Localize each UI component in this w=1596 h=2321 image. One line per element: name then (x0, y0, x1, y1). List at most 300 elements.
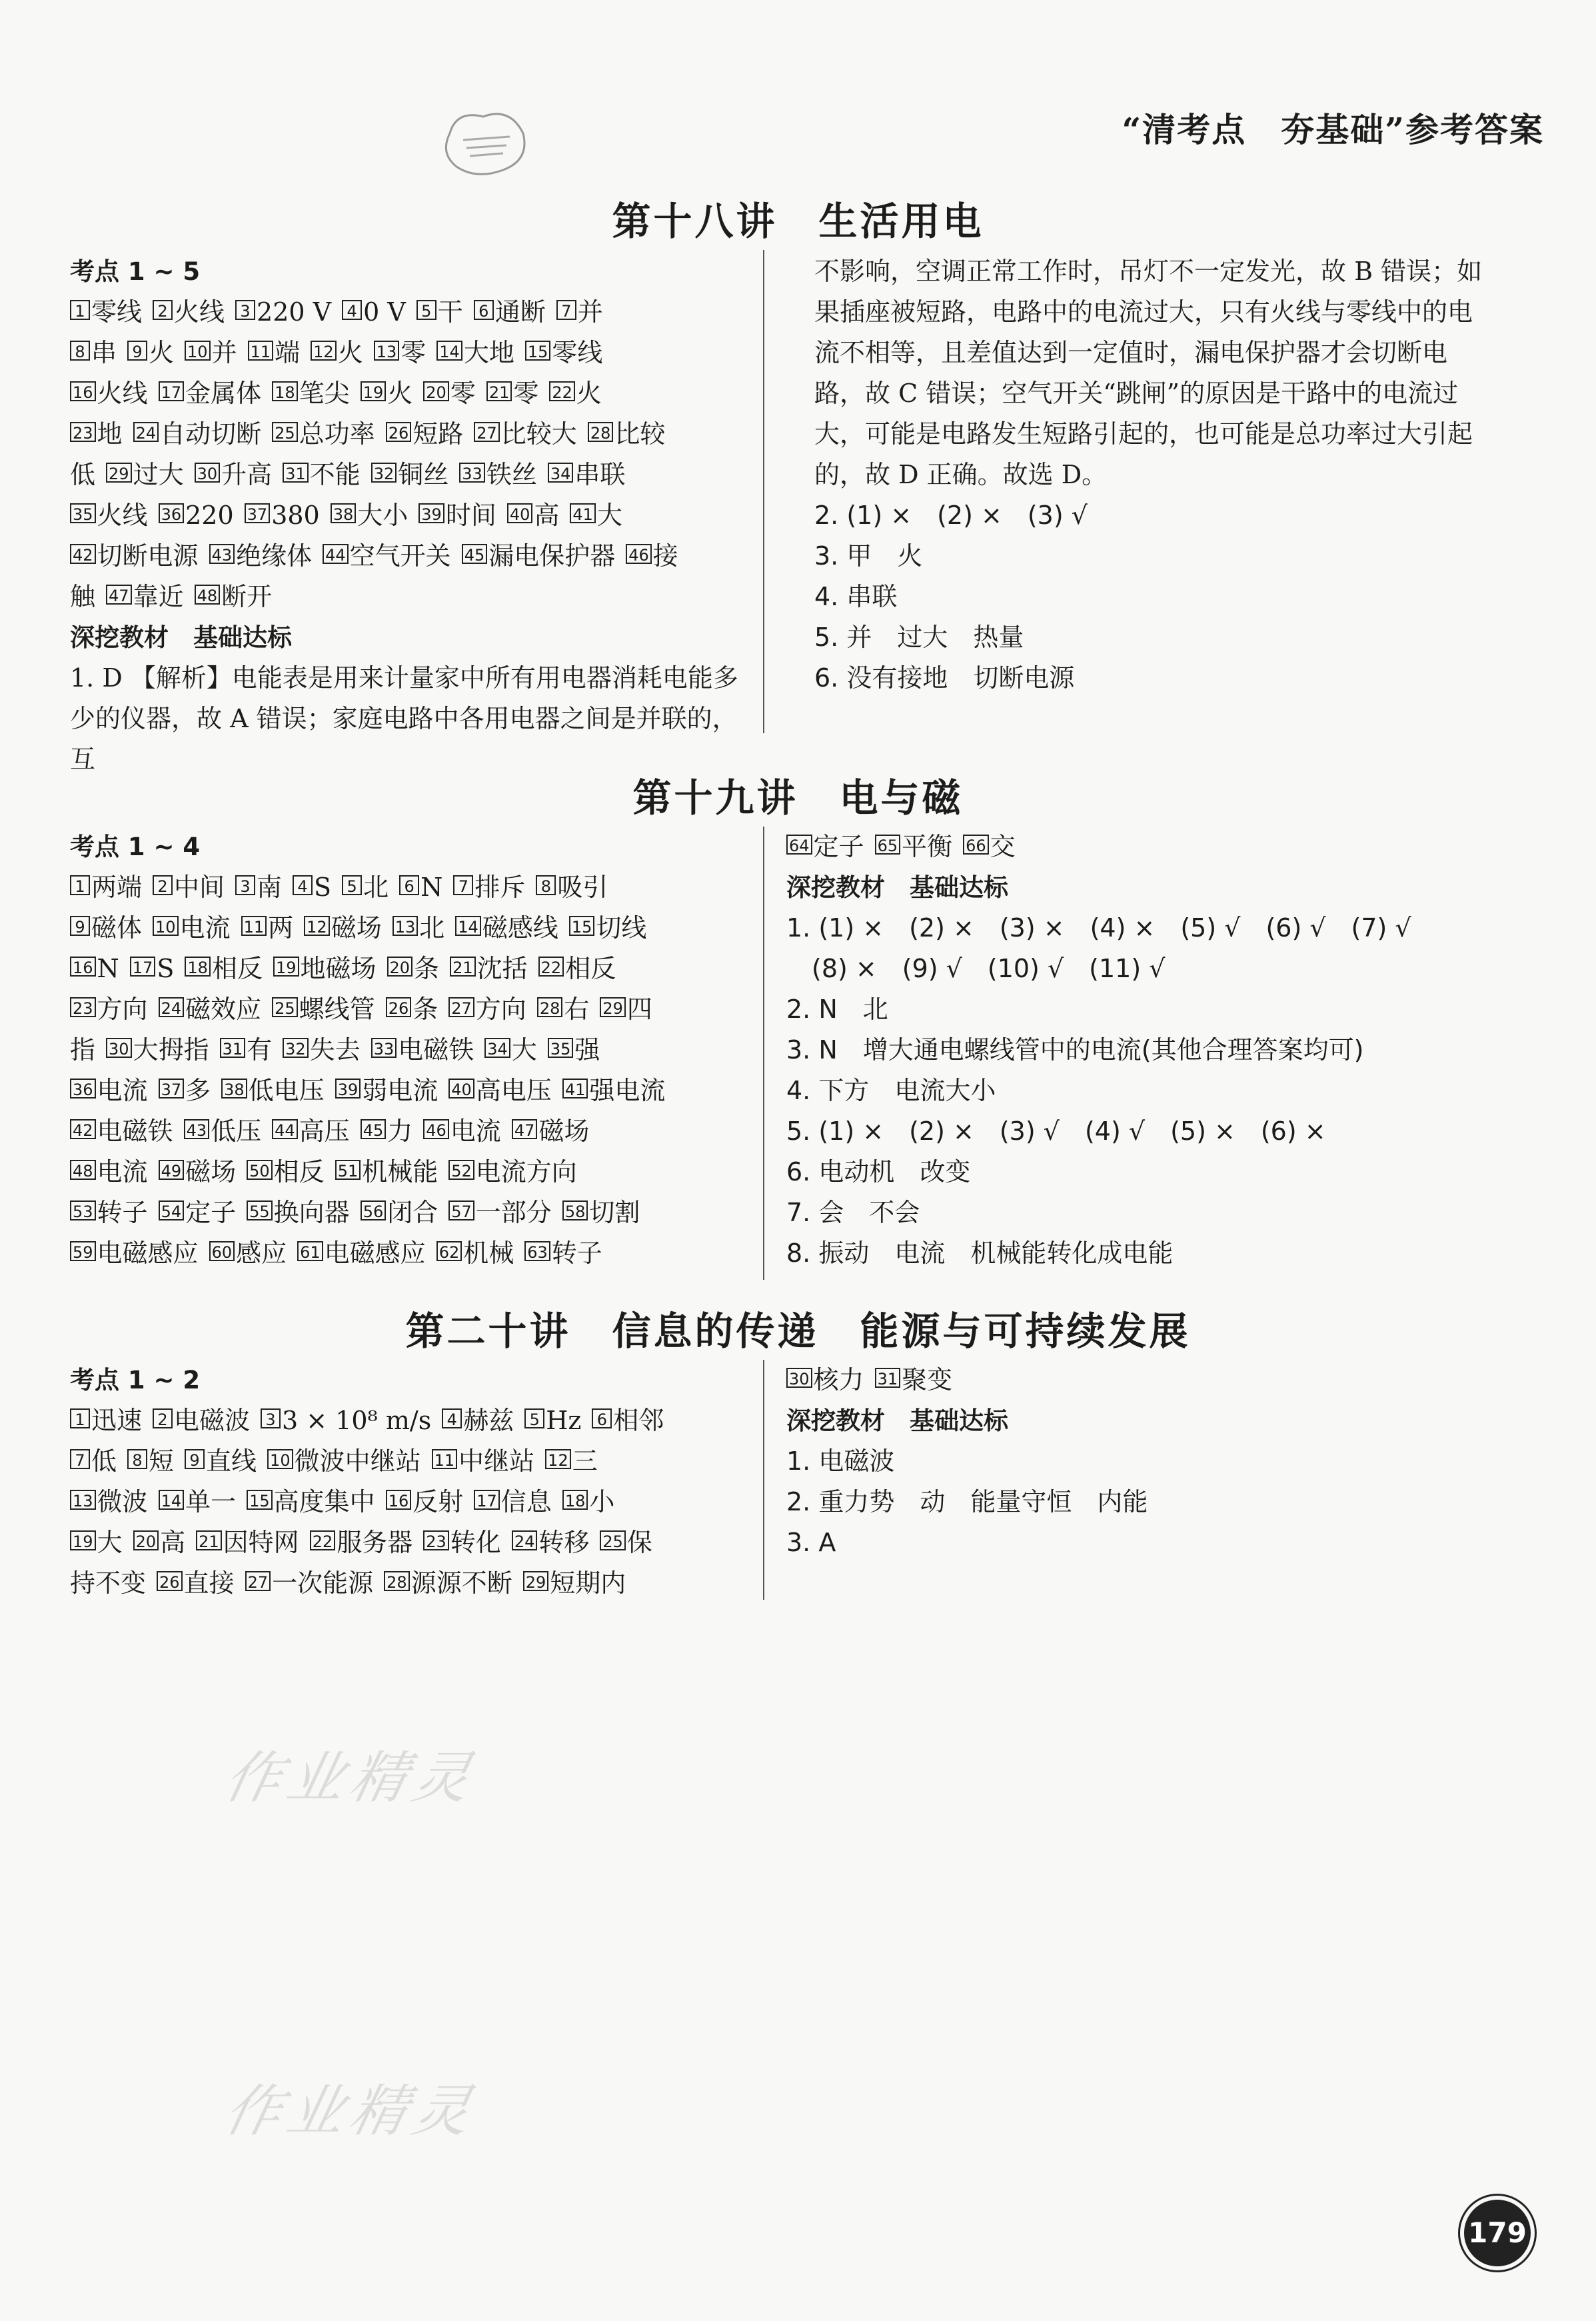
answer-row (70, 536, 743, 577)
blank-answer (196, 1522, 299, 1563)
blank-answer (549, 373, 602, 414)
blank-answer (786, 1360, 864, 1400)
blank-number: 62 (436, 1241, 462, 1261)
blank-number: 2 (153, 875, 173, 895)
blank-number: 18 (562, 1490, 588, 1510)
blank-answer (133, 414, 262, 455)
answer-line: 5. 并 过大 热量 (814, 623, 1024, 652)
blank-number: 22 (549, 381, 575, 401)
blank-number: 33 (459, 463, 485, 483)
blank-text: 电流方向 (475, 1157, 577, 1186)
blank-answer (474, 292, 546, 333)
blank-answer (70, 908, 142, 949)
blank-answer (875, 1360, 953, 1400)
blank-answer (453, 867, 525, 908)
header-title: “清考点 夯基础”参考答案 (1122, 110, 1544, 149)
blank-answer (133, 1522, 186, 1563)
answer-row (786, 827, 1519, 867)
blank-number: 36 (70, 1079, 96, 1099)
answer-row (70, 867, 763, 908)
blank-answer (70, 1482, 148, 1522)
blank-text: N (97, 954, 119, 983)
blank-text: 信息 (500, 1487, 552, 1516)
blank-answer (512, 1111, 590, 1152)
blank-number: 15 (525, 341, 551, 361)
watermark: 作业精灵 (219, 2078, 484, 2144)
blank-text: 220 (185, 501, 234, 530)
blank-text: 火线 (97, 379, 148, 408)
blank-text: 相邻 (613, 1406, 664, 1435)
blank-number: 28 (384, 1571, 410, 1591)
blank-text: 单一 (185, 1487, 237, 1516)
blank-answer (130, 949, 175, 989)
blank-answer (371, 1030, 474, 1071)
blank-answer (310, 1522, 413, 1563)
blank-text: 磁感线 (482, 913, 558, 943)
kaodian-label: 考点 1 ~ 5 (70, 257, 201, 286)
stamp-logo (436, 107, 536, 180)
blank-number: 15 (247, 1490, 273, 1510)
blank-text: 绝缘体 (236, 541, 313, 571)
blank-text: 电磁感应 (324, 1238, 426, 1268)
blank-answer (436, 1233, 514, 1274)
blank-answer (245, 1563, 374, 1604)
blank-answer (524, 1233, 602, 1274)
blank-text: 弱电流 (362, 1076, 438, 1105)
blank-answer (241, 908, 294, 949)
blank-number: 36 (159, 503, 185, 523)
blank-text: 高压 (299, 1117, 350, 1146)
blank-answer (293, 867, 331, 908)
blank-number: 34 (548, 463, 574, 483)
blank-number: 14 (455, 916, 481, 936)
blank-number: 28 (537, 997, 563, 1017)
blank-text: 磁场 (538, 1117, 590, 1146)
blank-number: 23 (70, 997, 96, 1017)
blank-text: 因特网 (223, 1528, 299, 1557)
answer-row (70, 1233, 763, 1274)
blank-text: 北 (363, 873, 389, 902)
blank-answer (374, 333, 426, 373)
blank-number: 48 (70, 1160, 96, 1180)
blank-number: 4 (293, 875, 313, 895)
blank-answer (153, 908, 231, 949)
section-title-20: 第二十讲 信息的传递 能源与可持续发展 (405, 1308, 1191, 1354)
sec19-right-column (786, 827, 1519, 1274)
blank-text: 漏电保护器 (488, 541, 616, 571)
answer-line: 5. (1) × (2) × (3) √ (4) √ (5) × (6) × (786, 1117, 1326, 1146)
blank-text: 核力 (813, 1365, 864, 1394)
blank-number: 2 (153, 300, 173, 320)
blank-number: 7 (556, 300, 576, 320)
answer-line: 3. A (786, 1528, 836, 1557)
blank-text: 相反 (565, 954, 616, 983)
blank-text: 380 (271, 501, 320, 530)
blank-answer (70, 1030, 95, 1071)
blank-number: 39 (335, 1079, 361, 1099)
blank-number: 13 (393, 916, 418, 936)
answer-row (70, 333, 743, 373)
blank-number: 30 (195, 463, 221, 483)
blank-text: 中继站 (458, 1446, 535, 1476)
blank-number: 16 (386, 1490, 412, 1510)
blank-answer (562, 1192, 640, 1233)
blank-answer (545, 1441, 598, 1482)
answer-line: 2. 重力势 动 能量守恒 内能 (786, 1487, 1148, 1516)
blank-text: 高 (160, 1528, 186, 1557)
sec18-left-column (70, 251, 743, 780)
blank-answer (588, 414, 666, 455)
blank-number: 1 (70, 875, 90, 895)
section-title-19: 第十九讲 电与磁 (632, 775, 964, 821)
blank-number: 18 (272, 381, 298, 401)
blank-number: 8 (70, 341, 90, 361)
answer-row (70, 414, 743, 455)
blank-answer (432, 1441, 535, 1482)
blank-number: 1 (70, 300, 90, 320)
blank-number: 13 (70, 1490, 96, 1510)
answer-row (70, 949, 763, 989)
blank-number: 61 (297, 1241, 323, 1261)
blank-answer (267, 1441, 421, 1482)
blank-number: 51 (335, 1160, 361, 1180)
blank-answer (159, 1071, 211, 1111)
blank-number: 47 (106, 585, 132, 605)
blank-text: 方向 (97, 995, 148, 1024)
blank-text: 220 V (257, 297, 332, 327)
blank-number: 26 (386, 422, 412, 442)
blank-answer (455, 908, 558, 949)
blank-text: 迅速 (91, 1406, 143, 1435)
blank-text: 电流 (97, 1076, 148, 1105)
answer-line: 3. N 增大通电螺线管中的电流(其他合理答案均可) (786, 1035, 1364, 1065)
blank-number: 59 (70, 1241, 96, 1261)
answer-line: 1. 电磁波 (786, 1446, 895, 1476)
blank-answer (106, 455, 184, 495)
blank-answer (448, 1152, 577, 1192)
blank-text: 触 (70, 582, 96, 611)
blank-text: 接 (652, 541, 678, 571)
blank-text: 源源不断 (410, 1568, 512, 1598)
blank-answer (70, 867, 142, 908)
blank-text: 电流 (97, 1157, 148, 1186)
blank-answer (361, 1192, 438, 1233)
blank-number: 3 (235, 875, 255, 895)
blank-text: 铁丝 (486, 460, 537, 489)
blank-number: 18 (185, 957, 211, 977)
column-divider (763, 250, 764, 733)
blank-number: 25 (272, 422, 298, 442)
blank-answer (548, 1030, 600, 1071)
blank-text: 条 (414, 954, 440, 983)
blank-number: 10 (185, 341, 211, 361)
answer-line: 2. N 北 (786, 995, 888, 1024)
blank-number: 6 (474, 300, 494, 320)
blank-text: 比较大 (500, 419, 577, 449)
blank-text: 磁体 (91, 913, 143, 943)
blank-text: 低压 (211, 1117, 262, 1146)
blank-number: 23 (423, 1530, 449, 1550)
subtitle: 深挖教材 基础达标 (786, 1406, 1008, 1435)
blank-number: 27 (245, 1571, 271, 1591)
blank-answer (195, 577, 273, 617)
blank-number: 22 (310, 1530, 336, 1550)
blank-answer (70, 989, 148, 1030)
blank-answer (70, 292, 142, 333)
blank-number: 12 (311, 341, 337, 361)
blank-number: 21 (196, 1530, 222, 1550)
blank-answer (335, 1152, 438, 1192)
blank-number: 64 (786, 835, 812, 855)
blank-number: 3 (235, 300, 255, 320)
blank-number: 53 (70, 1200, 96, 1220)
blank-number: 8 (127, 1449, 147, 1469)
answer-line: 4. 串联 (814, 582, 898, 611)
blank-number: 45 (462, 544, 488, 564)
sec20-left-column (70, 1360, 763, 1604)
blank-number: 15 (569, 916, 595, 936)
blank-answer (70, 1441, 117, 1482)
blank-text: 高度集中 (273, 1487, 375, 1516)
blank-text: 磁场 (331, 913, 382, 943)
blank-text: S (157, 954, 175, 983)
blank-number: 8 (536, 875, 556, 895)
blank-answer (448, 1192, 552, 1233)
blank-answer (70, 1563, 146, 1604)
blank-text: 北 (419, 913, 445, 943)
blank-text: 低 (70, 460, 96, 489)
blank-answer (474, 1482, 552, 1522)
answer-row (70, 989, 763, 1030)
blank-number: 26 (157, 1571, 183, 1591)
sec19-fill-blanks (70, 867, 763, 1274)
blank-text: 大 (511, 1035, 537, 1065)
blank-answer (335, 1071, 438, 1111)
blank-answer (70, 1192, 148, 1233)
blank-answer (247, 1482, 375, 1522)
blank-answer (157, 1563, 235, 1604)
blank-text: 赫兹 (463, 1406, 514, 1435)
blank-answer (399, 867, 442, 908)
blank-text: 持不变 (70, 1568, 147, 1598)
blank-number: 7 (70, 1449, 90, 1469)
blank-answer (70, 455, 95, 495)
blank-answer (786, 827, 864, 867)
blank-number: 44 (323, 544, 349, 564)
blank-number: 25 (272, 997, 298, 1017)
blank-answer (342, 867, 389, 908)
blank-number: 11 (241, 916, 267, 936)
blank-answer (474, 414, 577, 455)
blank-text: 三 (572, 1446, 598, 1476)
blank-answer (195, 455, 273, 495)
blank-answer (512, 1522, 590, 1563)
answer-line: 6. 没有接地 切断电源 (814, 663, 1075, 693)
blank-number: 52 (448, 1160, 474, 1180)
blank-text: 地磁场 (300, 954, 377, 983)
blank-number: 35 (548, 1038, 574, 1058)
blank-text: 零线 (91, 297, 143, 327)
blank-text: 切割 (589, 1198, 640, 1227)
blank-answer (247, 1192, 350, 1233)
blank-text: 条 (412, 995, 438, 1024)
blank-text: 总功率 (299, 419, 375, 449)
blank-answer (592, 1400, 664, 1441)
blank-text: S (314, 873, 332, 902)
blank-number: 50 (247, 1160, 273, 1180)
blank-answer (184, 1111, 262, 1152)
answer-row (70, 495, 743, 536)
blank-text: 中间 (174, 873, 225, 902)
blank-answer (459, 455, 537, 495)
answer-line: 3. 甲 火 (814, 541, 923, 571)
blank-answer (272, 373, 350, 414)
blank-number: 45 (361, 1119, 387, 1139)
blank-answer (875, 827, 953, 867)
sec20-fill-blanks-cont (786, 1360, 1519, 1400)
blank-number: 33 (371, 1038, 397, 1058)
sec19-fill-blanks-cont (786, 827, 1519, 867)
answer-row (786, 1360, 1519, 1400)
blank-text: 端 (275, 338, 301, 367)
blank-text: 切断电源 (97, 541, 199, 571)
blank-number: 20 (387, 957, 413, 977)
blank-text: 感应 (236, 1238, 287, 1268)
blank-text: 零 (400, 338, 426, 367)
blank-answer (570, 495, 622, 536)
blank-number: 9 (70, 916, 90, 936)
blank-answer (159, 989, 262, 1030)
blank-text: 南 (257, 873, 283, 902)
blank-text: 零线 (552, 338, 603, 367)
blank-number: 37 (245, 503, 271, 523)
blank-number: 29 (600, 997, 626, 1017)
blank-answer (221, 1071, 325, 1111)
blank-text: 0 V (363, 297, 406, 327)
blank-text: 火线 (174, 297, 225, 327)
blank-number: 27 (474, 422, 500, 442)
blank-answer (159, 495, 234, 536)
blank-text: 断开 (221, 582, 273, 611)
blank-number: 22 (538, 957, 564, 977)
blank-text: 磁效应 (185, 995, 262, 1024)
blank-text: 火 (387, 379, 413, 408)
blank-number: 5 (416, 300, 436, 320)
blank-number: 19 (70, 1530, 96, 1550)
blank-number: 34 (484, 1038, 510, 1058)
blank-text: 并 (211, 338, 237, 367)
blank-text: N (420, 873, 443, 902)
blank-number: 27 (448, 997, 474, 1017)
blank-text: 螺线管 (299, 995, 375, 1024)
sec18-answers (814, 495, 1487, 699)
blank-text: 交 (990, 832, 1016, 861)
blank-answer (524, 1400, 581, 1441)
blank-text: 失去 (309, 1035, 361, 1065)
blank-answer (70, 949, 119, 989)
blank-number: 5 (524, 1408, 544, 1428)
blank-text: 小 (589, 1487, 615, 1516)
section-title-18: 第十八讲 生活用电 (612, 199, 984, 244)
blank-text: 短路 (412, 419, 464, 449)
blank-answer (70, 495, 148, 536)
blank-answer (70, 536, 199, 577)
blank-number: 9 (127, 341, 147, 361)
blank-number: 31 (283, 463, 309, 483)
blank-number: 7 (453, 875, 473, 895)
column-divider (763, 1360, 764, 1600)
blank-number: 54 (159, 1200, 185, 1220)
blank-text: 换向器 (273, 1198, 350, 1227)
blank-answer (436, 333, 514, 373)
blank-text: 地 (97, 419, 123, 449)
blank-answer (159, 1482, 237, 1522)
answer-row (70, 373, 743, 414)
blank-answer (261, 1400, 431, 1441)
blank-answer (70, 1111, 173, 1152)
blank-answer (185, 949, 263, 989)
blank-text: 零 (513, 379, 539, 408)
sec18-q1-continued: 不影响，空调正常工作时，吊灯不一定发光，故 B 错误；如果插座被短路，电路中的电流过大，只有火线与零线中的电流不相等，且差值达到一定值时，漏电保护器才会切断电路，故 C 错误；空气开关“跳闸”的原因是干路中的电流过大，可能是电路发生短路引起的，也可能是总功率过大引起的，故 D 正确。故选 D。 (814, 257, 1483, 489)
blank-answer (450, 949, 528, 989)
blank-answer (507, 495, 560, 536)
blank-answer (106, 1030, 209, 1071)
answer-row (70, 1152, 763, 1192)
blank-answer (556, 292, 603, 333)
blank-number: 16 (70, 381, 96, 401)
blank-answer (963, 827, 1016, 867)
blank-number: 24 (159, 997, 185, 1017)
blank-number: 60 (209, 1241, 235, 1261)
blank-answer (106, 577, 184, 617)
answer-row (70, 1111, 763, 1152)
blank-number: 1 (70, 1408, 90, 1428)
blank-answer (562, 1482, 615, 1522)
blank-text: 反射 (412, 1487, 464, 1516)
blank-text: 电磁铁 (97, 1117, 173, 1146)
answer-line: 8. 振动 电流 机械能转化成电能 (786, 1238, 1174, 1268)
blank-text: 金属体 (185, 379, 262, 408)
blank-text: 定子 (813, 832, 864, 861)
answer-row (70, 577, 743, 617)
blank-text: 排斥 (474, 873, 526, 902)
blank-answer (423, 1522, 501, 1563)
blank-answer (70, 1233, 199, 1274)
blank-answer (127, 1441, 174, 1482)
sec18-right-column (814, 251, 1487, 699)
blank-number: 44 (272, 1119, 298, 1139)
blank-text: 火 (149, 338, 175, 367)
blank-number: 4 (342, 300, 362, 320)
blank-text: 短 (149, 1446, 175, 1476)
blank-number: 10 (153, 916, 179, 936)
answer-row (70, 1522, 763, 1563)
blank-text: 微波 (97, 1487, 148, 1516)
blank-text: 相反 (273, 1157, 325, 1186)
blank-answer (220, 1030, 273, 1071)
blank-answer (342, 292, 406, 333)
blank-answer (70, 373, 148, 414)
blank-number: 43 (184, 1119, 210, 1139)
answer-line: (8) × (9) √ (10) √ (11) √ (786, 954, 1166, 983)
blank-answer (361, 373, 413, 414)
blank-text: 机械能 (362, 1157, 438, 1186)
blank-text: 3 × 10⁸ m/s (282, 1406, 432, 1435)
blank-text: 力 (387, 1117, 413, 1146)
blank-answer (371, 455, 449, 495)
blank-text: 吸引 (557, 873, 608, 902)
blank-text: 时间 (445, 501, 496, 530)
